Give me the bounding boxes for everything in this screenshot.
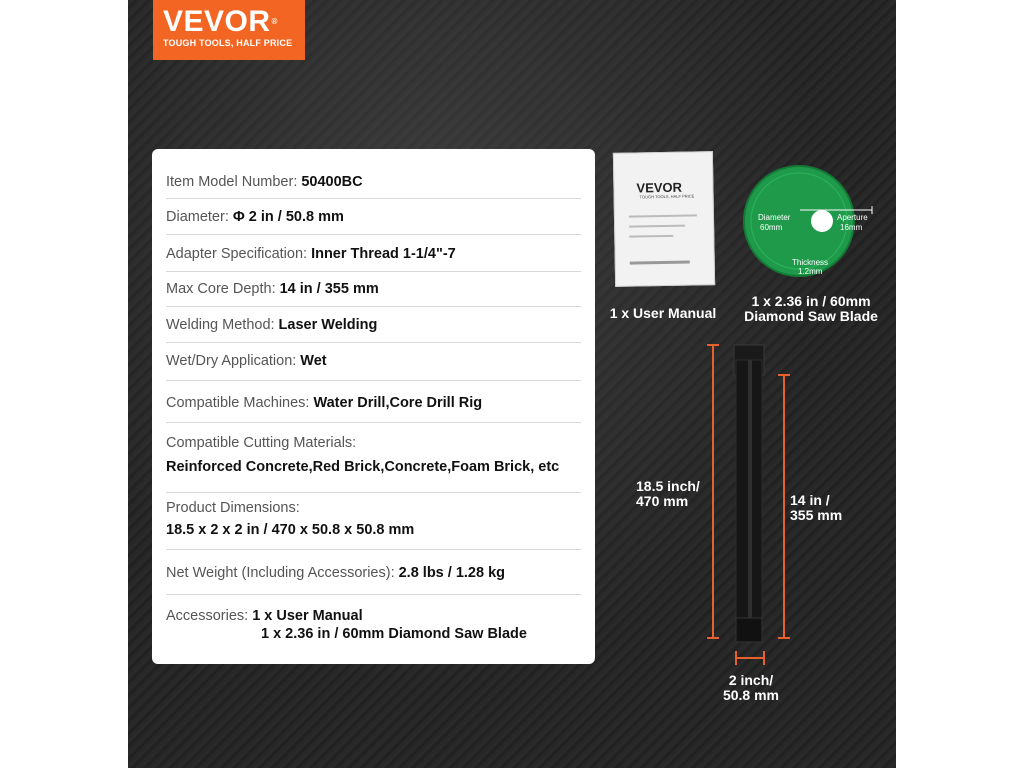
brand-tagline: TOUGH TOOLS, HALF PRICE [163,38,293,48]
spec-row-dimensions [166,499,581,550]
spec-row-core-depth [166,280,581,307]
core-depth-label [790,493,842,523]
blade-diameter-label: Diameter [758,213,791,222]
blade-thickness-label: Thickness [792,258,829,267]
spec-value: 18.5 x 2 x 2 in / 470 x 50.8 x 50.8 mm [166,522,415,538]
blade-caption [732,294,890,324]
overall-length-line2: 470 mm [636,493,689,509]
spec-value: 50400BC [301,174,363,190]
spec-value: Inner Thread 1-1/4"-7 [311,246,456,262]
spec-row-machines [166,394,581,423]
drill-cutting-segments [736,618,762,642]
brand-name: VEVOR® [163,5,278,38]
manual-text-line [629,214,697,217]
manual-subtitle: TOUGH TOOLS, HALF PRICE [639,193,695,200]
manual-text-line [629,235,673,238]
spec-label: Wet/Dry Application: [166,353,297,369]
spec-label: Compatible Cutting Materials: [166,435,357,451]
blade-aperture-value: 16mm [840,223,863,232]
spec-label: Accessories: [166,608,249,624]
saw-blade-image [742,164,882,282]
spec-label: Diameter: [166,209,229,225]
blade-caption-line1: 1 x 2.36 in / 60mm [751,293,871,309]
spec-value: 1 x 2.36 in / 60mm Diamond Saw Blade [261,626,527,642]
spec-row-diameter [166,208,581,235]
spec-value: Wet [300,353,327,369]
manual-text-line [629,225,685,228]
spec-row-adapter [166,245,581,272]
manual-text-line [630,261,690,265]
spec-value: Laser Welding [278,317,378,333]
spec-row-welding [166,316,581,343]
blade-thickness-value: 1.2mm [798,267,823,276]
spec-row-accessories [166,607,581,647]
spec-label: Max Core Depth: [166,281,276,297]
brand-logo [153,0,305,60]
user-manual-image [613,151,715,287]
core-depth-line1: 14 in / [790,492,830,508]
drill-highlight [748,360,752,642]
spec-value: Φ 2 in / 50.8 mm [232,209,344,225]
spec-label: Product Dimensions: [166,500,300,516]
width-label [716,673,786,703]
spec-value: Water Drill,Core Drill Rig [313,395,483,411]
blade-diameter-value: 60mm [760,223,783,232]
spec-value: Reinforced Concrete,Red Brick,Concrete,Foam Brick, etc [166,459,560,475]
spec-label: Item Model Number: [166,174,298,190]
spec-label: Welding Method: [166,317,275,333]
width-line2: 50.8 mm [722,687,780,703]
manual-logo: VEVOR [636,179,683,196]
spec-label: Adapter Specification: [166,246,308,262]
core-depth-line2: 355 mm [790,507,843,523]
spec-card [152,149,595,664]
manual-caption: 1 x User Manual [609,305,717,321]
overall-length-label [636,479,700,509]
overall-length-line1: 18.5 inch/ [636,478,700,494]
blade-aperture-label: Aperture [837,213,868,222]
spec-label: Compatible Machines: [166,395,310,411]
spec-row-model [166,173,581,199]
spec-row-weight [166,564,581,595]
blade-aperture [811,210,833,232]
width-line1: 2 inch/ [728,672,774,688]
spec-value: 1 x User Manual [252,608,363,624]
spec-row-materials [166,434,581,493]
spec-label: Net Weight (Including Accessories): [166,565,395,581]
spec-row-wet-dry [166,352,581,381]
blade-caption-line2: Diamond Saw Blade [744,308,878,324]
spec-value: 2.8 lbs / 1.28 kg [398,565,506,581]
spec-value: 14 in / 355 mm [279,281,379,297]
